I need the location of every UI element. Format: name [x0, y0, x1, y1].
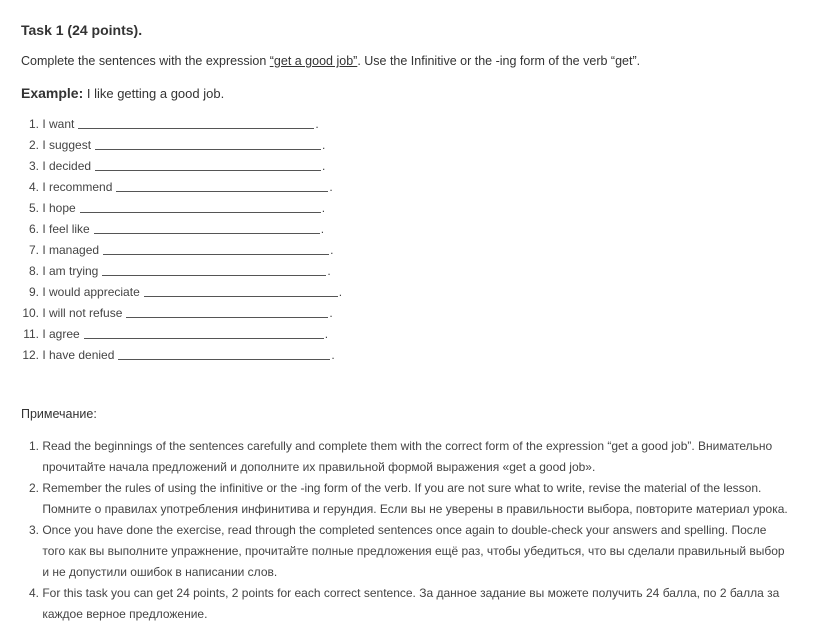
- sentence-number: 5.: [28, 201, 39, 215]
- sentence-end: .: [327, 264, 331, 278]
- sentence-stem: I agree: [42, 327, 80, 341]
- note-number: 2.: [28, 481, 39, 495]
- sentence-end: .: [329, 180, 333, 194]
- answer-blank[interactable]: [84, 326, 324, 339]
- sentence-end: .: [331, 348, 335, 362]
- sentence-end: .: [330, 243, 334, 257]
- example-text: I like getting a good job.: [83, 86, 225, 101]
- instruction-expression: “get a good job”: [269, 54, 358, 68]
- sentence-item: [21, 305, 342, 326]
- sentence-stem: I want: [42, 117, 75, 131]
- sentence-item: [21, 116, 342, 137]
- task-title: Task 1 (24 points).: [21, 22, 143, 38]
- sentence-stem: I hope: [42, 201, 76, 215]
- answer-blank[interactable]: [118, 347, 330, 360]
- note-number: 3.: [28, 523, 39, 537]
- answer-blank[interactable]: [102, 263, 326, 276]
- sentence-end: .: [322, 138, 326, 152]
- note-title: Примечание:: [21, 407, 97, 421]
- note-text: Read the beginnings of the sentences carefully and complete them with the correct form of the expression “get a good job”. Внимательно прочитайте начала предложений и дополните их правильной формой выражения «get a good job».: [42, 439, 773, 474]
- sentence-end: .: [338, 285, 343, 299]
- sentence-number: 2.: [28, 138, 39, 152]
- note-item: [21, 520, 791, 583]
- example-line: [21, 85, 224, 101]
- note-text: For this task you can get 24 points, 2 points for each correct sentence. За данное задание вы можете получить 24 балла, по 2 балла за каждое верное предложение.: [42, 586, 780, 621]
- note-text: Once you have done the exercise, read through the completed sentences once again to double-check your answers and spelling. После того как вы выполните упражнение, прочитайте полные предложения ещё раз, чтобы убедиться, что вы сделали правильный выбор и не допустили ошибок в написании слов.: [42, 523, 785, 579]
- sentence-stem: I decided: [42, 159, 92, 173]
- sentence-item: [21, 263, 342, 284]
- sentence-number: 1.: [28, 117, 39, 131]
- answer-blank[interactable]: [95, 158, 321, 171]
- sentence-number: 7.: [28, 243, 39, 257]
- note-item: [21, 583, 791, 625]
- sentence-end: .: [324, 327, 329, 341]
- sentence-list: [21, 116, 342, 368]
- sentence-number: 6.: [28, 222, 39, 236]
- note-item: [21, 436, 791, 478]
- sentence-number: 4.: [28, 180, 39, 194]
- sentence-end: .: [329, 306, 333, 320]
- sentence-item: [21, 242, 342, 263]
- sentence-number: 11.: [23, 327, 39, 341]
- sentence-item: [21, 284, 342, 305]
- sentence-item: [21, 326, 342, 347]
- sentence-end: .: [322, 159, 326, 173]
- answer-blank[interactable]: [116, 179, 328, 192]
- note-item: [21, 478, 791, 520]
- sentence-number: 3.: [28, 159, 39, 173]
- answer-blank[interactable]: [78, 116, 314, 129]
- sentence-stem: I will not refuse: [42, 306, 123, 320]
- sentence-number: 10.: [22, 306, 39, 320]
- sentence-end: .: [320, 222, 325, 236]
- answer-blank[interactable]: [144, 284, 338, 297]
- task-instruction: [21, 54, 640, 68]
- sentence-number: 12.: [22, 348, 39, 362]
- sentence-stem: I would appreciate: [42, 285, 140, 299]
- sentence-end: .: [321, 201, 326, 215]
- instruction-before: Complete the sentences with the expression: [21, 54, 270, 68]
- sentence-item: [21, 179, 342, 200]
- note-number: 4.: [28, 586, 39, 600]
- sentence-number: 8.: [28, 264, 39, 278]
- sentence-item: [21, 158, 342, 179]
- note-list: [21, 436, 791, 625]
- example-label: Example:: [21, 85, 84, 101]
- sentence-item: [21, 200, 342, 221]
- sentence-stem: I suggest: [42, 138, 92, 152]
- sentence-stem: I feel like: [42, 222, 90, 236]
- note-text: Remember the rules of using the infinitive or the -ing form of the verb. If you are not sure what to write, revise the material of the lesson. Помните о правилах употребления инфинитива и герундия. Если вы не уверены в правильности выбора, повторите материал урока.: [42, 481, 788, 516]
- answer-blank[interactable]: [103, 242, 329, 255]
- note-number: 1.: [28, 439, 39, 453]
- sentence-stem: I recommend: [42, 180, 113, 194]
- sentence-item: [21, 221, 342, 242]
- sentence-stem: I have denied: [42, 348, 115, 362]
- sentence-number: 9.: [28, 285, 39, 299]
- instruction-after: . Use the Infinitive or the -ing form of the verb “get”.: [357, 54, 641, 68]
- answer-blank[interactable]: [95, 137, 321, 150]
- sentence-item: [21, 347, 342, 368]
- sentence-stem: I managed: [42, 243, 100, 257]
- answer-blank[interactable]: [94, 221, 320, 234]
- sentence-item: [21, 137, 342, 158]
- answer-blank[interactable]: [80, 200, 321, 213]
- sentence-end: .: [315, 117, 319, 131]
- answer-blank[interactable]: [126, 305, 328, 318]
- sentence-stem: I am trying: [42, 264, 99, 278]
